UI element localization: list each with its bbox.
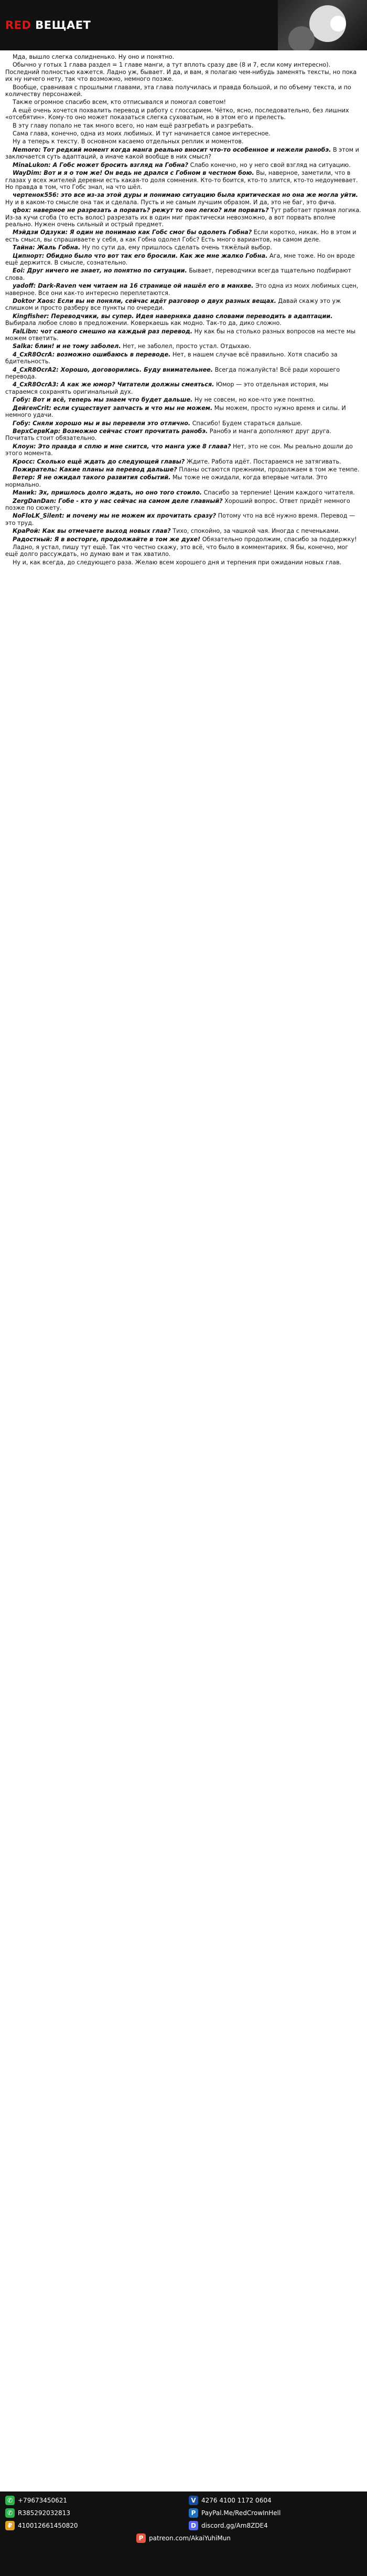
translator-answer: Мы тоже не ожидали, когда впервые читали. Это нормально.	[5, 474, 328, 488]
comment-reply	[5, 474, 362, 488]
patreon-link[interactable]: P patreon.com/AkaiYuhiMun	[5, 2533, 362, 2543]
comment-reply	[5, 328, 362, 342]
comment-reply	[5, 298, 362, 312]
translator-answer: Мы можем, просто нужно время и силы. И немного удачи.	[5, 404, 346, 419]
comment-reply	[5, 428, 362, 442]
footer-item[interactable]: D discord.gg/Am8ZDE4	[189, 2521, 362, 2530]
footer-item[interactable]: ₽ 410012661450820	[5, 2521, 178, 2530]
footer-item[interactable]: ✆ R385292032813	[5, 2508, 178, 2518]
phone-icon: ✆	[5, 2496, 15, 2505]
reader-question: Гoбу: Сняли хорошо мы и вы перевели это отлично.	[13, 419, 191, 427]
paragraph: В эту главу попало не так много всего, но нам ещё разгребать и разгребать.	[13, 122, 254, 129]
comment-reply	[5, 498, 362, 512]
comment-reply	[5, 229, 362, 243]
reader-question: Радостный: Я в восторге, продолжайте в том же духе!	[13, 535, 201, 543]
paragraph: Обычно у готых 1 глава раздел = 1 главе манги, а тут вплоть сразу две (8 и 7, если кому интересно). Последний полностью кажется. Ладно уж, бывает. И да, и вам, я полагаю чем-нибудь заменять тексты, но пока их ну ничего нету, так что возможно, немного позже.	[5, 61, 357, 83]
translator-answer: Бывает, переводчики всегда тщательно подбирают слова.	[5, 267, 352, 281]
reader-question: qbox: наверное не разрезать а порвать? режут то оно легко? или порвать?	[13, 207, 269, 214]
reader-question: Гoбу: Вот и всё, теперь мы знаем что будет дальше.	[13, 396, 193, 404]
paragraph: А ещё очень хочется похвалить перевод и работу с глоссарием. Чётко, ясно, последовательно, без лишних «отсебятин». Кому-то оно может показаться слегка суховатым, но в этом его и прелесть.	[5, 107, 349, 121]
paragraph: Мда, вышло слегка солидненько. Ну оно и понятно.	[13, 54, 175, 60]
paragraph: Ну и, как всегда, до следующего раза. Желаю всем хорошего дня и терпения при ожидании новых глав.	[13, 559, 342, 566]
translator-answer: Нет, это не сон. Мы реально дошли до этого момента.	[5, 443, 353, 457]
comment-reply	[5, 528, 362, 534]
reader-question: FalLibn: чот самого смешно на каждый раз перевод.	[13, 328, 193, 335]
reader-question: Salka: блин! и не тому заболел.	[13, 343, 121, 350]
reader-question: Nemoro: Тот редкий момент когда манга реально вносит что-то особенное и нежели ранобэ.	[13, 146, 331, 153]
translator-answer: Ну не совсем, но кое-что уже понятно.	[194, 396, 315, 404]
reader-question: Kingfisher: Переводчики, вы супер. Идея наверняка давно словами переводить в адаптации.	[13, 312, 333, 320]
comment-reply	[5, 313, 362, 327]
article-body	[0, 50, 367, 2491]
patreon-icon: P	[136, 2533, 146, 2543]
reader-question: Пожиратель: Какие планы на перевод дальше?	[13, 466, 177, 473]
comment-reply	[5, 146, 362, 161]
comment-reply	[5, 170, 362, 191]
translator-answer: Тут работает прямая логика. Из-за кучи сгоба (то есть волос) разрезать их в один миг практически невозможно, а вот порвать вполне реально. Нужен очень сильный и острый предмет.	[5, 207, 361, 228]
reader-question: ДейгенCrit: если существует запчасть и что мы не можем.	[13, 404, 213, 412]
comment-reply	[5, 282, 362, 297]
translator-answer: Ждите. Работа идёт. Постараемся не затягивать.	[186, 458, 341, 465]
reader-question: Ципнорт: Обидно было что вот так его бросили. Как же мне жалко Гобна.	[13, 252, 268, 259]
wallet-icon: ₽	[5, 2521, 15, 2530]
reader-question: Клоун: Это правда я сплю и мне снится, что манга уже 8 глава?	[13, 443, 231, 450]
translator-answer: Выбирала любое слово в предложении. Коверкаешь как модно. Так-то да, дико сложно.	[5, 320, 282, 327]
discord-icon: D	[189, 2521, 198, 2530]
translator-answer: Ранобэ и манга дополняют друг друга. Почитать стоит обязательно.	[5, 427, 331, 442]
reader-question: Doktor Xaos: Если вы не поняли, сейчас идёт разговор о двух разных вещах.	[13, 298, 276, 304]
comment-reply	[5, 267, 362, 281]
comment-reply	[5, 536, 362, 543]
comment-reply	[5, 192, 362, 206]
comment-reply	[5, 244, 362, 251]
comment-reply	[5, 207, 362, 228]
reader-question: ВерхСервКар: Возможно сейчас стоит прочитать ранобэ.	[13, 427, 208, 435]
translator-answer: Тихо, спокойно, за чашкой чая. Иногда с печеньками.	[172, 528, 340, 535]
translator-answer: Юмор — это отдельная история, мы стараемся сохранять оригинальный дух.	[5, 381, 329, 395]
translator-answer: Хороший вопрос. Ответ придёт немного позже по сюжету.	[5, 497, 350, 511]
translator-answer: Нет, не заболел, просто устал. Отдыхаю.	[123, 343, 251, 350]
comment-reply	[5, 405, 362, 419]
translator-answer: Это одна из моих любимых сцен, наверное. Все они как-то интересно переплетаются.	[5, 282, 359, 297]
comment-reply	[5, 420, 362, 427]
reader-question: чертенок556: это все из-за этой дуры и понимаю ситуацию была критическая но она же могла уйти.	[13, 192, 358, 199]
reader-question: 4_CxR8OcrA3: А как же юмор? Читатели должны смеяться.	[13, 381, 214, 388]
comment-reply	[5, 489, 362, 496]
reader-question: Мэйдзи Одзуки: Я один не понимаю как Гобс смог бы одолеть Гобна?	[13, 229, 252, 236]
comment-reply	[5, 512, 362, 527]
reader-question: ZergDanDan: Гобе - кто у нас сейчас на самом деле главный?	[13, 497, 223, 504]
comment-reply	[5, 381, 362, 395]
reader-question: Eoi: Друг ничего не знает, но понятно по ситуации.	[13, 267, 187, 275]
comment-reply	[5, 366, 362, 381]
reader-question: 4_CxR8OcrA: возможно ошибаюсь в переводе.	[13, 351, 171, 358]
reader-question: 4_CxR8OcrA2: Хорошо, договорились. Буду внимательнее.	[13, 366, 213, 373]
translator-answer: Слабо конечно, но у него свой взгляд на ситуацию.	[190, 161, 351, 169]
donation-footer	[0, 2491, 367, 2576]
paragraph: Ну а теперь к тексту. В основном касаемо отдельных реплик и моментов.	[13, 138, 244, 145]
translator-answer: Спасибо! Будем стараться дальше.	[192, 419, 303, 427]
footer-item[interactable]: V 4276 4100 1172 0604	[189, 2496, 362, 2505]
paragraph: Также огромное спасибо всем, кто отписывался и помогал советом!	[13, 99, 226, 106]
translator-answer: Всегда пожалуйста! Всё ради хорошего перевода.	[5, 366, 340, 381]
reader-question: Тайна: Жаль Гобна.	[13, 244, 81, 251]
header-illustration	[278, 0, 367, 50]
translator-answer: Нет, в нашем случае всё правильно. Хотя спасибо за бдительность.	[5, 351, 338, 365]
page-header	[0, 0, 367, 50]
reader-question: WayDim: Вот и я о том же! Он ведь не дрался с Гобном в честном бою.	[13, 170, 254, 177]
reader-question: Ветер: Я не ожидал такого развития событий.	[13, 474, 171, 481]
comment-reply	[5, 396, 362, 403]
visa-icon: V	[189, 2496, 198, 2505]
paragraph: Вообще, сравнивая с прошлыми главами, эта глава получилась и правда большой, и по объему текста, и по количеству персонажей.	[5, 83, 351, 98]
comment-reply	[5, 253, 362, 267]
reader-question: MinaLukon: А Гобс может бросить взгляд на Гобна?	[13, 161, 189, 169]
comment-reply	[5, 162, 362, 169]
reader-question: Кросс: Сколько ещё ждать до следующей главы?	[13, 458, 185, 465]
translator-answer: Обязательно продолжим, спасибо за поддержку!	[202, 535, 357, 543]
paragraph: Сама глава, конечно, одна из моих любимых. И тут начинается самое интересное.	[13, 130, 271, 138]
footer-item[interactable]: ✆ +79673450621	[5, 2496, 178, 2505]
translator-answer: Если коротко, никак. Но в этом и есть смысл, вы спрашиваете у себя, а как Гобна одолел Гобс? Есть много вариантов, на самом деле.	[5, 229, 357, 243]
translator-answer: Давай скажу это уж слишком и просто разберу все пункты по очереди.	[5, 298, 341, 312]
translator-answer: Ага, мне тоже. Но он вроде ещё держится. В смысле, сознательно.	[5, 252, 355, 266]
translator-answer: Ну и в каком-то смысле она так и сделала. Пусть и не самым лучшим образом. И да, это не баг, это фича.	[5, 198, 337, 206]
brand-title	[5, 19, 91, 31]
translator-answer: В этом и заключается суть адаптаций, а иначе какой вообще в них смысл?	[5, 146, 359, 161]
reader-question: NoFloLK_Silent: и почему мы не можем их прочитать сразу?	[13, 512, 217, 520]
footer-item[interactable]: P PayPal.Me/RedCrowInHell	[189, 2508, 362, 2518]
comment-reply	[5, 343, 362, 350]
comment-reply	[5, 443, 362, 457]
brand-rest-word: ВЕЩАЕТ	[31, 19, 91, 31]
comment-reply	[5, 351, 362, 365]
reader-question: Маниk: Эх, пришлось долго ждать, но оно того стоило.	[13, 489, 202, 497]
translator-answer: Вы, наверное, заметили, что в глазах у всех жителей деревни есть какая-то доля сомнения. Кто-то боится, кто-то злится, кто-то недоумевает. Но правда в том, что Гобс знал, на что шёл.	[5, 170, 358, 191]
brand-red-word: RED	[5, 19, 31, 31]
comment-reply	[5, 466, 362, 473]
translator-answer: Потому что на всё нужно время. Перевод — это труд.	[5, 512, 355, 527]
translator-answer: Ну по сути да, ему пришлось сделать очень тяжёлый выбор.	[82, 244, 272, 251]
translator-answer: Ну как бы на столько разных вопросов на месте мы можем ответить.	[5, 328, 356, 342]
translator-answer: Спасибо за терпение! Ценим каждого читателя.	[203, 489, 355, 497]
phone-icon: ✆	[5, 2508, 15, 2518]
reader-question: yadoff: Dark-Raven чем читаем на 16 странице ой нашёл его в манхве.	[13, 282, 254, 290]
translator-answer: Планы остаются прежними, продолжаем в том же темпе.	[179, 466, 360, 473]
comment-reply	[5, 458, 362, 465]
paragraph: Ладно, я устал, пишу тут ещё. Так что честно скажу, это всё, что было в комментариях. Я бы, конечно, мог ещё долго рассуждать, но думаю вам и так хватило.	[5, 544, 349, 558]
paypal-icon: P	[189, 2508, 198, 2518]
reader-question: КраРой: Как вы отмечаете выход новых глав?	[13, 528, 171, 535]
